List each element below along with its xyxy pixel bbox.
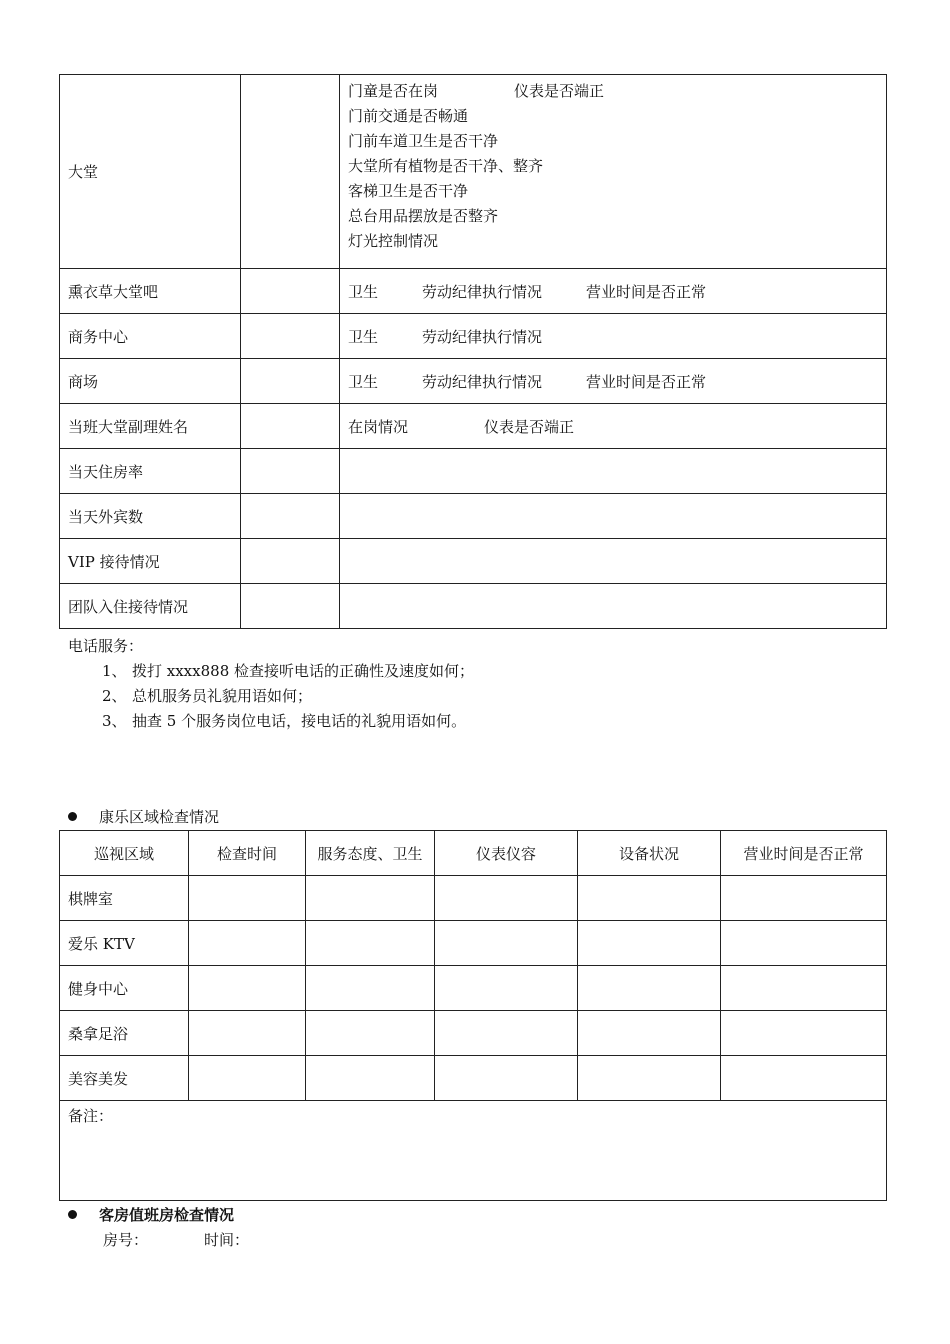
row-label: 当班大堂副理姓名 [60,404,241,449]
section-title: 客房值班房检查情况 [99,1206,235,1224]
phone-service-section [68,634,474,734]
check-item: 卫生 [348,327,379,346]
blank-cell [578,876,721,921]
blank-cell [435,966,578,1011]
blank-cell [306,921,435,966]
blank-cell [578,966,721,1011]
bullet-icon [68,812,77,821]
item-number: 1、 [102,662,127,680]
table-row [60,449,887,494]
blank-cell [340,449,887,494]
item-text: 拨打 xxxx888 检查接听电话的正确性及速度如何； [132,662,475,680]
room-info-line [103,1229,249,1250]
table-row [60,269,887,314]
column-header: 检查时间 [189,831,306,876]
blank-cell [306,1011,435,1056]
row-label: 商务中心 [60,314,241,359]
blank-cell [241,404,340,449]
table-row [60,494,887,539]
check-item: 仪表是否端正 [514,82,605,100]
blank-cell [340,494,887,539]
blank-cell [721,921,887,966]
check-item: 卫生 [348,372,379,391]
blank-cell [241,269,340,314]
lobby-inspection-table [59,74,887,629]
column-header: 服务态度、卫生 [306,831,435,876]
table-row [60,584,887,629]
column-header: 巡视区域 [60,831,189,876]
blank-cell [241,584,340,629]
table-header-row [60,831,887,876]
table-row [60,539,887,584]
row-label: 当天住房率 [60,449,241,494]
check-item: 大堂所有植物是否干净、整齐 [348,157,544,175]
item-text: 总机服务员礼貌用语如何； [132,687,313,705]
blank-cell [189,876,306,921]
blank-cell [241,75,340,269]
table-row [60,876,887,921]
recreation-heading [68,806,219,827]
check-item: 总台用品摆放是否整齐 [348,207,499,225]
check-item: 门前交通是否畅通 [348,107,469,125]
blank-cell [340,584,887,629]
check-items [340,314,887,359]
list-item [68,684,474,709]
table-row [60,921,887,966]
check-items [340,404,887,449]
table-row [60,966,887,1011]
blank-cell [721,876,887,921]
row-label: 团队入住接待情况 [60,584,241,629]
column-header: 仪表仪容 [435,831,578,876]
section-title: 康乐区域检查情况 [99,808,220,826]
table-row [60,1011,887,1056]
blank-cell [241,539,340,584]
check-item: 门童是否在岗 [348,82,439,100]
blank-cell [340,539,887,584]
area-name: 健身中心 [60,966,189,1011]
table-row [60,1056,887,1101]
blank-cell [306,876,435,921]
table-row [60,359,887,404]
check-item: 营业时间是否正常 [586,372,707,391]
list-item [68,709,474,734]
check-item: 营业时间是否正常 [586,282,707,301]
blank-cell [721,1056,887,1101]
item-text: 抽查 5 个服务岗位电话，接电话的礼貌用语如何。 [132,712,467,730]
item-number: 2、 [102,687,127,705]
area-name: 美容美发 [60,1056,189,1101]
table-row [60,404,887,449]
check-items [340,359,887,404]
blank-cell [578,921,721,966]
room-number-label: 房号： [103,1231,149,1249]
notes-row [60,1101,887,1201]
row-label: 大堂 [60,75,241,269]
blank-cell [241,359,340,404]
item-number: 3、 [102,712,127,730]
check-item: 劳动纪律执行情况 [422,327,543,346]
bullet-icon [68,1210,77,1219]
blank-cell [435,1011,578,1056]
blank-cell [189,966,306,1011]
blank-cell [241,494,340,539]
lobby-check-items [340,75,887,269]
check-item: 仪表是否端正 [484,417,575,436]
check-item: 灯光控制情况 [348,232,439,250]
blank-cell [578,1011,721,1056]
table-row [60,75,887,269]
check-item: 门前车道卫生是否干净 [348,132,499,150]
check-item: 劳动纪律执行情况 [422,372,543,391]
area-name: 爱乐 KTV [60,921,189,966]
check-item: 劳动纪律执行情况 [422,282,543,301]
blank-cell [435,1056,578,1101]
check-item: 在岗情况 [348,417,409,436]
section-title: 电话服务： [68,637,144,655]
check-items [340,269,887,314]
check-item: 客梯卫生是否干净 [348,182,469,200]
area-name: 棋牌室 [60,876,189,921]
row-label: VIP 接待情况 [60,539,241,584]
blank-cell [435,921,578,966]
blank-cell [721,966,887,1011]
blank-cell [306,1056,435,1101]
recreation-inspection-table [59,830,887,1201]
row-label: 商场 [60,359,241,404]
blank-cell [435,876,578,921]
blank-cell [189,921,306,966]
check-item: 卫生 [348,282,379,301]
blank-cell [306,966,435,1011]
room-heading [68,1204,234,1225]
blank-cell [241,314,340,359]
notes-label: 备注： [60,1101,887,1201]
list-item [68,659,474,684]
blank-cell [721,1011,887,1056]
blank-cell [189,1011,306,1056]
table-row [60,314,887,359]
row-label: 当天外宾数 [60,494,241,539]
column-header: 营业时间是否正常 [721,831,887,876]
row-label: 熏衣草大堂吧 [60,269,241,314]
blank-cell [241,449,340,494]
blank-cell [189,1056,306,1101]
column-header: 设备状况 [578,831,721,876]
blank-cell [578,1056,721,1101]
time-label: 时间： [204,1231,250,1249]
area-name: 桑拿足浴 [60,1011,189,1056]
